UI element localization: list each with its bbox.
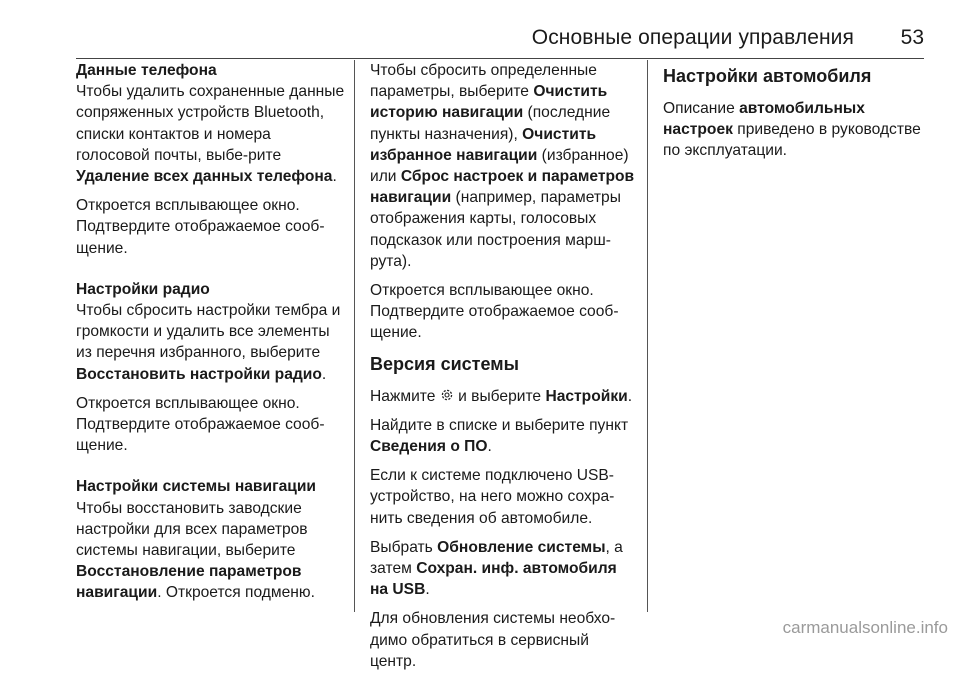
paragraph: Выбрать Обновление системы, а затем Сохран. инф. автомобиля на USB. bbox=[370, 538, 623, 599]
page-header bbox=[76, 24, 924, 60]
column-divider-2 bbox=[647, 60, 648, 612]
menu-item-system-update: Обновление системы bbox=[437, 538, 606, 556]
page-title: Основные операции управления bbox=[531, 26, 854, 49]
page-number: 53 bbox=[900, 26, 924, 49]
column-2 bbox=[370, 60, 638, 680]
menu-item-clear-history: Очистить историю навигации bbox=[370, 83, 608, 122]
paragraph: Чтобы сбросить настройки тембра и громкости и удалить все элементы из перечня избранного, выберите Восстановить настройки радио. bbox=[76, 302, 341, 383]
paragraph: Чтобы восстановить заводские настройки для всех параметров системы навигации, выберите Восстановление параметров навигации. Откроется подменю. bbox=[76, 499, 315, 602]
paragraph: Откроется всплывающее окно. Подтвердите отображаемое сооб-щение. bbox=[76, 394, 325, 455]
section-heading-phone-data: Данные телефона bbox=[76, 62, 217, 79]
menu-item-reset-navigation: Сброс настроек и параметров навигации bbox=[370, 168, 635, 207]
menu-item-clear-favorites: Очистить избранное навигации bbox=[370, 125, 597, 164]
menu-item-restore-navigation: Восстановление параметров навигации bbox=[76, 563, 302, 602]
term-vehicle-settings: автомобильных настроек bbox=[663, 100, 865, 139]
column-3 bbox=[663, 60, 928, 170]
menu-item-restore-radio: Восстановить настройки радио bbox=[76, 365, 322, 383]
column-1 bbox=[76, 60, 346, 612]
paragraph: Откроется всплывающее окно. Подтвердите отображаемое сооб-щение. bbox=[370, 282, 619, 342]
paragraph: Чтобы удалить сохраненные данные сопряженных устройств Bluetooth, списки контактов и номера голосовой почты, выбе-рите Удаление всех данных телефона. bbox=[76, 83, 345, 186]
header-rule bbox=[76, 58, 924, 59]
column-divider-1 bbox=[354, 60, 355, 612]
paragraph: Чтобы сбросить определенные параметры, выберите Очистить историю навигации (последние пункты назначения), Очистить избранное навигации (избранное) или Сброс настроек и параметров навигации (например, параметры отображения карты, голосовых подсказок или построения марш-рута). bbox=[370, 62, 635, 270]
menu-item-delete-phone-data: Удаление всех данных телефона bbox=[76, 168, 333, 186]
paragraph: Найдите в списке и выберите пункт Сведения о ПО. bbox=[370, 416, 629, 456]
paragraph: Описание автомобильных настроек приведено в руководстве по эксплуатации. bbox=[663, 100, 921, 160]
menu-item-settings: Настройки bbox=[545, 387, 628, 405]
menu-item-software-info: Сведения о ПО bbox=[370, 438, 488, 456]
paragraph: Нажмите и выберите Настройки. bbox=[370, 387, 633, 405]
section-heading-system-version: Версия системы bbox=[370, 353, 519, 374]
settings-gear-icon bbox=[440, 387, 454, 401]
menu-item-save-vehicle-info-usb: Сохран. инф. автомобиля на USB bbox=[370, 560, 617, 599]
watermark: carmanualsonline.info bbox=[782, 618, 948, 637]
section-heading-radio-settings: Настройки радио bbox=[76, 280, 210, 298]
section-heading-vehicle-settings: Настройки автомобиля bbox=[663, 66, 872, 86]
paragraph: Если к системе подключено USB-устройство, на него можно сохра-нить сведения об автомобиле. bbox=[370, 467, 615, 527]
paragraph: Для обновления системы необхо-димо обратиться в сервисный центр. bbox=[370, 610, 616, 670]
section-heading-navigation-settings: Настройки системы навигации bbox=[76, 478, 317, 496]
paragraph: Откроется всплывающее окно. Подтвердите отображаемое сооб-щение. bbox=[76, 197, 325, 257]
